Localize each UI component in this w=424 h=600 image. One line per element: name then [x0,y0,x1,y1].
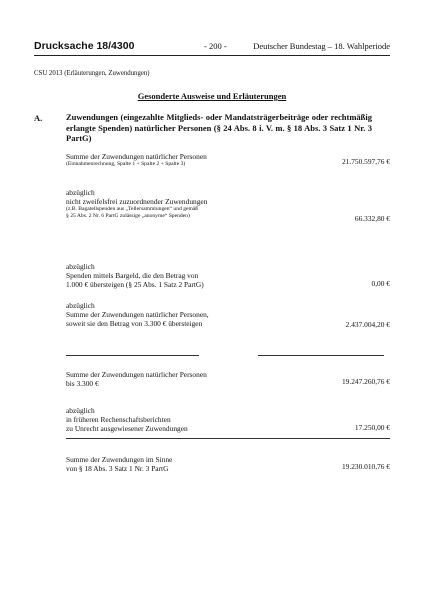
row-text: nicht zweifelsfrei zuzuordnender Zuwendungen [66,197,208,207]
page-header [34,40,390,54]
page-number: - 200 - [204,41,227,51]
row-subtotal-label [66,370,296,388]
row-deduction-label [66,406,296,434]
section-letter: A. [34,113,43,123]
row-amount: 66.332,80 € [354,214,390,223]
row-text: abzüglich [66,188,95,197]
row-text: Summe der Zuwendungen im Sinne [66,455,173,464]
row-total-label [66,152,296,168]
row-note: (Einnahmenrechnung, Spalte 1 + Spalte 2 + Spalte 3) [66,161,186,168]
row-text: Summe der Zuwendungen natürlicher Personen [66,152,207,161]
row-final-label [66,455,296,473]
parliament-label: Deutscher Bundestag – 18. Wahlperiode [253,41,390,51]
row-text: soweit sie den Betrag von 3.300 € übersteigen [66,319,203,329]
row-text: abzüglich [66,301,95,310]
row-text: Spenden mittels Bargeld, die den Betrag von [66,271,199,281]
row-text: von § 18 Abs. 3 Satz 1 Nr. 3 PartG [66,464,169,474]
row-amount: 19.247.260,76 € [341,377,390,386]
row-text: bis 3.300 € [66,379,99,389]
doc-label: Drucksache 18/4300 [34,40,135,52]
header-rule [34,55,390,56]
row-text: Summe der Zuwendungen natürlicher Personen, [66,310,209,320]
row-text: Summe der Zuwendungen natürlicher Personen [66,370,207,379]
section-heading: Zuwendungen (eingezahlte Mitglieds- oder Mandatsträgerbeiträge oder rechtmäßig erlangte Spenden) natürlicher Personen (§ 24 Abs. 8 i. V. m. § 18 Abs. 3 Satz 1 Nr. 3 PartG) [66,112,372,144]
row-text: abzüglich [66,406,95,415]
row-amount: 19.230.010,76 € [341,462,390,471]
row-amount: 0,00 € [371,279,390,288]
row-amount: 21.750.597,76 € [341,157,390,166]
page-title-text: Gesonderte Ausweise und Erläuterungen [137,91,287,101]
row-text: 1.000 € übersteigen (§ 25 Abs. 1 Satz 2 PartG) [66,280,204,290]
row-deduction-label [66,188,296,220]
row-amount: 2.437.004,20 € [345,320,390,329]
row-amount: 17.250,00 € [354,423,390,432]
separator-rule [66,355,199,356]
row-deduction-label [66,301,296,329]
row-text: in früheren Rechenschaftsberichten [66,415,171,425]
row-text: abzüglich [66,262,95,271]
separator-rule [258,355,384,356]
subheader: CSU 2013 (Erläuterungen, Zuwendungen) [34,70,150,77]
row-note: (z.B. Bagatellspenden aus „Tellersammlungen“ und gemäß [66,206,199,213]
row-deduction-label [66,262,296,290]
page-title [0,91,424,101]
row-text: zu Unrecht ausgewiesener Zuwendungen [66,424,188,434]
row-note: § 25 Abs. 2 Nr. 6 PartG zulässige „anonyme“ Spenden) [66,213,190,220]
separator-rule [66,438,390,439]
